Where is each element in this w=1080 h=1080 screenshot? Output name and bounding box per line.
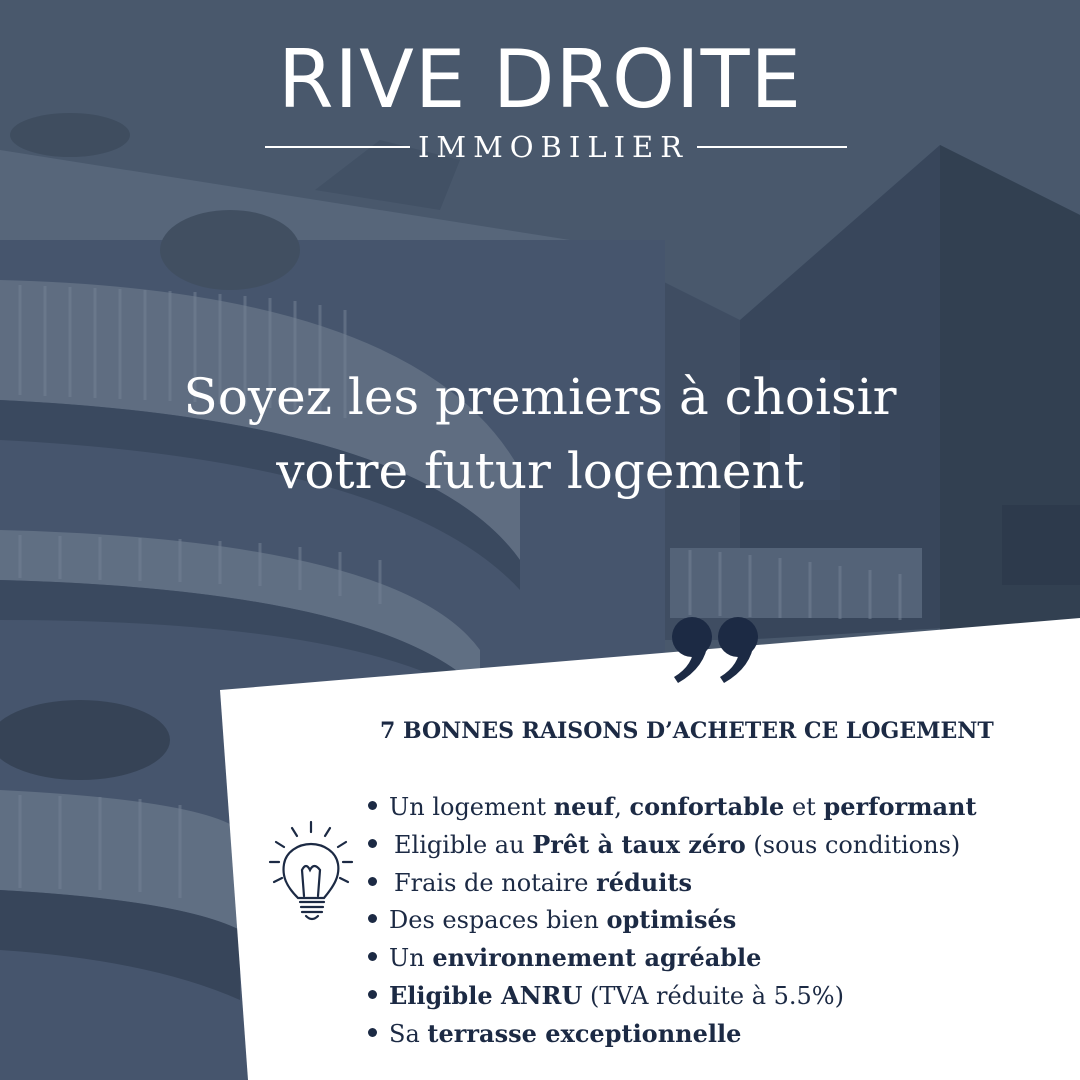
bullet-icon [368,952,377,961]
list-item: Un environnement agréable [368,939,1068,977]
list-item: Frais de notaire réduits [368,864,1068,902]
bullet-icon [368,914,377,923]
lightbulb-icon [268,818,354,928]
list-item: Eligible ANRU (TVA réduite à 5.5%) [368,977,1068,1015]
reasons-title: 7 BONNES RAISONS D’ACHETER CE LOGEMENT [380,718,994,744]
list-item: Sa terrasse exceptionnelle [368,1015,1068,1053]
bullet-icon [368,877,377,886]
reasons-list [368,788,1068,1053]
list-item: Un logement neuf, confortable et performant [368,788,1068,826]
bullet-icon [368,1028,377,1037]
bullet-icon [368,839,377,848]
brand-title: RIVE DROITE [277,33,803,126]
list-item: Des espaces bien optimisés [368,901,1068,939]
closing-quote-icon [668,615,764,685]
headline-line-2: votre futur logement [276,442,804,500]
brand-subtitle: IMMOBILIER [417,130,690,164]
headline-line-1: Soyez les premiers à choisir [183,368,897,426]
bullet-icon [368,990,377,999]
list-item: Eligible au Prêt à taux zéro (sous conditions) [368,826,1068,864]
bullet-icon [368,801,377,810]
